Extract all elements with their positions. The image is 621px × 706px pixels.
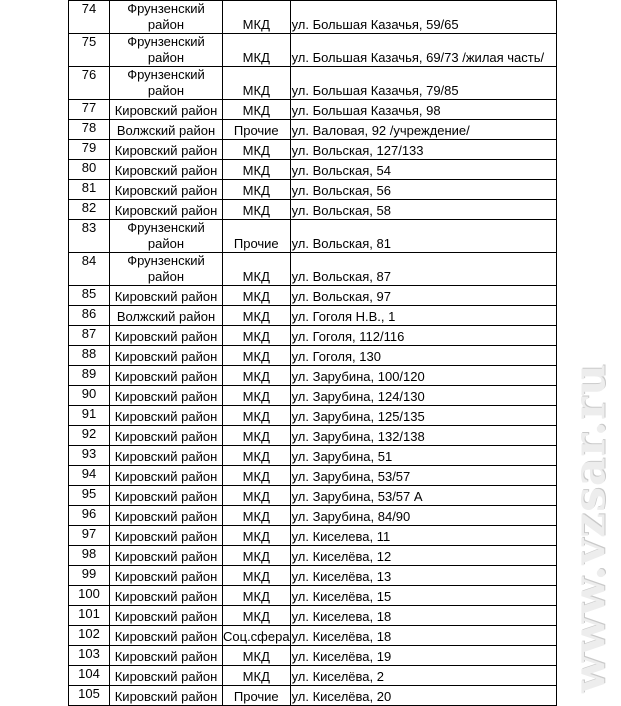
row-number: 84: [69, 253, 110, 286]
address-cell: ул. Вольская, 54: [290, 160, 556, 180]
row-number: 102: [69, 626, 110, 646]
table-row: [69, 606, 557, 626]
table-row: [69, 406, 557, 426]
type-cell: Прочие: [223, 220, 291, 253]
table-row: [69, 220, 557, 253]
table-row: [69, 486, 557, 506]
table-row: [69, 67, 557, 100]
type-cell: Соц.сфера: [223, 626, 291, 646]
row-number: 85: [69, 286, 110, 306]
district-cell: Кировский район: [110, 546, 223, 566]
row-number: 76: [69, 67, 110, 100]
type-cell: МКД: [223, 646, 291, 666]
table-row: [69, 180, 557, 200]
address-cell: ул. Киселёва, 20: [290, 686, 556, 706]
address-cell: ул. Киселёва, 19: [290, 646, 556, 666]
type-cell: МКД: [223, 200, 291, 220]
row-number: 101: [69, 606, 110, 626]
type-cell: МКД: [223, 486, 291, 506]
row-number: 80: [69, 160, 110, 180]
type-cell: МКД: [223, 67, 291, 100]
address-cell: ул. Вольская, 127/133: [290, 140, 556, 160]
address-cell: ул. Киселёва, 15: [290, 586, 556, 606]
type-cell: МКД: [223, 1, 291, 34]
table-row: [69, 626, 557, 646]
type-cell: МКД: [223, 406, 291, 426]
address-table: [68, 0, 557, 706]
type-cell: МКД: [223, 606, 291, 626]
table-row: [69, 386, 557, 406]
district-cell: Кировский район: [110, 326, 223, 346]
address-cell: ул. Большая Казачья, 59/65: [290, 1, 556, 34]
row-number: 83: [69, 220, 110, 253]
row-number: 91: [69, 406, 110, 426]
address-cell: ул. Большая Казачья, 79/85: [290, 67, 556, 100]
district-cell: Кировский район: [110, 566, 223, 586]
type-cell: Прочие: [223, 120, 291, 140]
type-cell: МКД: [223, 306, 291, 326]
row-number: 77: [69, 100, 110, 120]
row-number: 92: [69, 426, 110, 446]
address-cell: ул. Зарубина, 51: [290, 446, 556, 466]
table-row: [69, 34, 557, 67]
district-cell: Кировский район: [110, 366, 223, 386]
type-cell: МКД: [223, 466, 291, 486]
table-row: [69, 100, 557, 120]
row-number: 79: [69, 140, 110, 160]
district-cell: Фрунзенский район: [110, 1, 223, 34]
table-row: [69, 160, 557, 180]
row-number: 88: [69, 346, 110, 366]
table-row: [69, 366, 557, 386]
table-row: [69, 526, 557, 546]
row-number: 75: [69, 34, 110, 67]
type-cell: МКД: [223, 253, 291, 286]
row-number: 81: [69, 180, 110, 200]
address-cell: ул. Киселёва, 18: [290, 626, 556, 646]
row-number: 103: [69, 646, 110, 666]
address-cell: ул. Вольская, 97: [290, 286, 556, 306]
type-cell: МКД: [223, 140, 291, 160]
table-row: [69, 646, 557, 666]
district-cell: Кировский район: [110, 180, 223, 200]
district-cell: Фрунзенский район: [110, 253, 223, 286]
address-cell: ул. Зарубина, 53/57: [290, 466, 556, 486]
address-cell: ул. Гоголя Н.В., 1: [290, 306, 556, 326]
row-number: 89: [69, 366, 110, 386]
row-number: 98: [69, 546, 110, 566]
table-row: [69, 120, 557, 140]
row-number: 95: [69, 486, 110, 506]
district-cell: Кировский район: [110, 486, 223, 506]
address-cell: ул. Вольская, 56: [290, 180, 556, 200]
table-row: [69, 566, 557, 586]
district-cell: Фрунзенский район: [110, 34, 223, 67]
district-cell: Кировский район: [110, 140, 223, 160]
type-cell: МКД: [223, 506, 291, 526]
type-cell: МКД: [223, 386, 291, 406]
row-number: 96: [69, 506, 110, 526]
type-cell: МКД: [223, 180, 291, 200]
address-cell: ул. Зарубина, 125/135: [290, 406, 556, 426]
district-cell: Кировский район: [110, 200, 223, 220]
district-cell: Кировский район: [110, 606, 223, 626]
type-cell: МКД: [223, 100, 291, 120]
district-cell: Волжский район: [110, 306, 223, 326]
table-row: [69, 140, 557, 160]
district-cell: Кировский район: [110, 160, 223, 180]
table-row: [69, 446, 557, 466]
district-cell: Кировский район: [110, 626, 223, 646]
row-number: 86: [69, 306, 110, 326]
district-cell: Кировский район: [110, 426, 223, 446]
type-cell: МКД: [223, 326, 291, 346]
address-cell: ул. Вольская, 87: [290, 253, 556, 286]
table-row: [69, 200, 557, 220]
type-cell: МКД: [223, 546, 291, 566]
table-row: [69, 546, 557, 566]
row-number: 94: [69, 466, 110, 486]
address-cell: ул. Большая Казачья, 98: [290, 100, 556, 120]
address-cell: ул. Гоголя, 112/116: [290, 326, 556, 346]
table-row: [69, 586, 557, 606]
row-number: 90: [69, 386, 110, 406]
type-cell: МКД: [223, 286, 291, 306]
address-cell: ул. Зарубина, 53/57 А: [290, 486, 556, 506]
district-cell: Фрунзенский район: [110, 220, 223, 253]
district-cell: Кировский район: [110, 666, 223, 686]
address-cell: ул. Валовая, 92 /учреждение/: [290, 120, 556, 140]
table-row: [69, 1, 557, 34]
district-cell: Кировский район: [110, 586, 223, 606]
address-cell: ул. Киселёва, 13: [290, 566, 556, 586]
district-cell: Кировский район: [110, 386, 223, 406]
address-cell: ул. Киселёва, 12: [290, 546, 556, 566]
row-number: 78: [69, 120, 110, 140]
table-row: [69, 286, 557, 306]
table-row: [69, 326, 557, 346]
address-cell: ул. Киселева, 11: [290, 526, 556, 546]
address-cell: ул. Большая Казачья, 69/73 /жилая часть/: [290, 34, 556, 67]
table-row: [69, 506, 557, 526]
address-cell: ул. Зарубина, 100/120: [290, 366, 556, 386]
row-number: 104: [69, 666, 110, 686]
district-cell: Кировский район: [110, 286, 223, 306]
district-cell: Кировский район: [110, 406, 223, 426]
district-cell: Фрунзенский район: [110, 67, 223, 100]
row-number: 99: [69, 566, 110, 586]
district-cell: Кировский район: [110, 686, 223, 706]
address-cell: ул. Вольская, 58: [290, 200, 556, 220]
watermark: [555, 360, 621, 695]
row-number: 93: [69, 446, 110, 466]
row-number: 105: [69, 686, 110, 706]
type-cell: МКД: [223, 346, 291, 366]
table-row: [69, 346, 557, 366]
table-row: [69, 666, 557, 686]
type-cell: МКД: [223, 426, 291, 446]
address-cell: ул. Вольская, 81: [290, 220, 556, 253]
district-cell: Кировский район: [110, 466, 223, 486]
table-row: [69, 253, 557, 286]
address-cell: ул. Зарубина, 84/90: [290, 506, 556, 526]
table-row: [69, 686, 557, 706]
table-row: [69, 306, 557, 326]
row-number: 100: [69, 586, 110, 606]
type-cell: МКД: [223, 586, 291, 606]
type-cell: МКД: [223, 446, 291, 466]
address-cell: ул. Киселева, 18: [290, 606, 556, 626]
type-cell: МКД: [223, 160, 291, 180]
district-cell: Кировский район: [110, 526, 223, 546]
row-number: 87: [69, 326, 110, 346]
district-cell: Кировский район: [110, 506, 223, 526]
type-cell: МКД: [223, 566, 291, 586]
district-cell: Кировский район: [110, 646, 223, 666]
district-cell: Кировский район: [110, 446, 223, 466]
type-cell: МКД: [223, 366, 291, 386]
watermark-text: www.vzsar.ru: [564, 362, 616, 693]
row-number: 82: [69, 200, 110, 220]
address-cell: ул. Киселёва, 2: [290, 666, 556, 686]
address-cell: ул. Зарубина, 124/130: [290, 386, 556, 406]
row-number: 74: [69, 1, 110, 34]
table-row: [69, 466, 557, 486]
type-cell: МКД: [223, 34, 291, 67]
address-cell: ул. Гоголя, 130: [290, 346, 556, 366]
row-number: 97: [69, 526, 110, 546]
type-cell: Прочие: [223, 686, 291, 706]
type-cell: МКД: [223, 526, 291, 546]
district-cell: Кировский район: [110, 100, 223, 120]
district-cell: Кировский район: [110, 346, 223, 366]
address-table-body: [69, 1, 557, 706]
district-cell: Волжский район: [110, 120, 223, 140]
address-cell: ул. Зарубина, 132/138: [290, 426, 556, 446]
table-row: [69, 426, 557, 446]
type-cell: МКД: [223, 666, 291, 686]
